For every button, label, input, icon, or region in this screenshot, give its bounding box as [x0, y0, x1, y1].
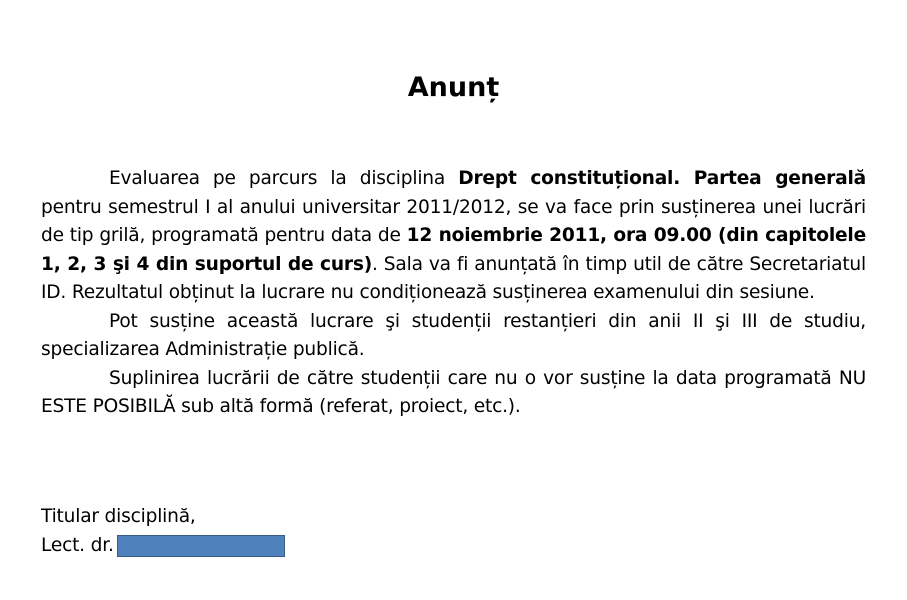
signature-name-line [41, 532, 285, 561]
signature-role: Titular disciplină, [41, 506, 196, 527]
signature-title: Lect. dr. [41, 534, 114, 556]
paragraph1-text-1: Evaluarea pe parcurs la disciplina [109, 168, 459, 189]
page-title: Anunț [407, 72, 500, 103]
paragraph-evaluation [41, 165, 866, 308]
announcement-body [41, 165, 866, 422]
paragraph-substitution: Suplinirea lucrării de către studenții care nu o vor susține la data programată NU ESTE POSIBILĂ sub altă formă (referat, proiect, etc.). [41, 367, 866, 417]
paragraph1-text-3: . Sala va fi anunțată în timp util de către Secretariatul ID. Rezultatul obținut la lucrare nu condiționează susținerea examenului din sesiune. [41, 253, 866, 303]
course-name: Drept constituțional. Partea generală [458, 168, 866, 189]
signature-block [41, 503, 285, 560]
exam-date: 12 noiembrie 2011, ora 09.00 (din capitolele 1, 2, 3 şi 4 din suportul de curs) [41, 225, 867, 275]
redacted-name-box [117, 535, 285, 557]
paragraph1-text-2: pentru semestrul I al anului universitar 2011/2012, se va face prin susținerea unei lucrări de tip grilă, programată pentru data de [41, 196, 866, 246]
paragraph-eligibility: Pot susține această lucrare şi studenții restanțieri din anii II şi III de studiu, specializarea Administrație publică. [41, 310, 866, 360]
